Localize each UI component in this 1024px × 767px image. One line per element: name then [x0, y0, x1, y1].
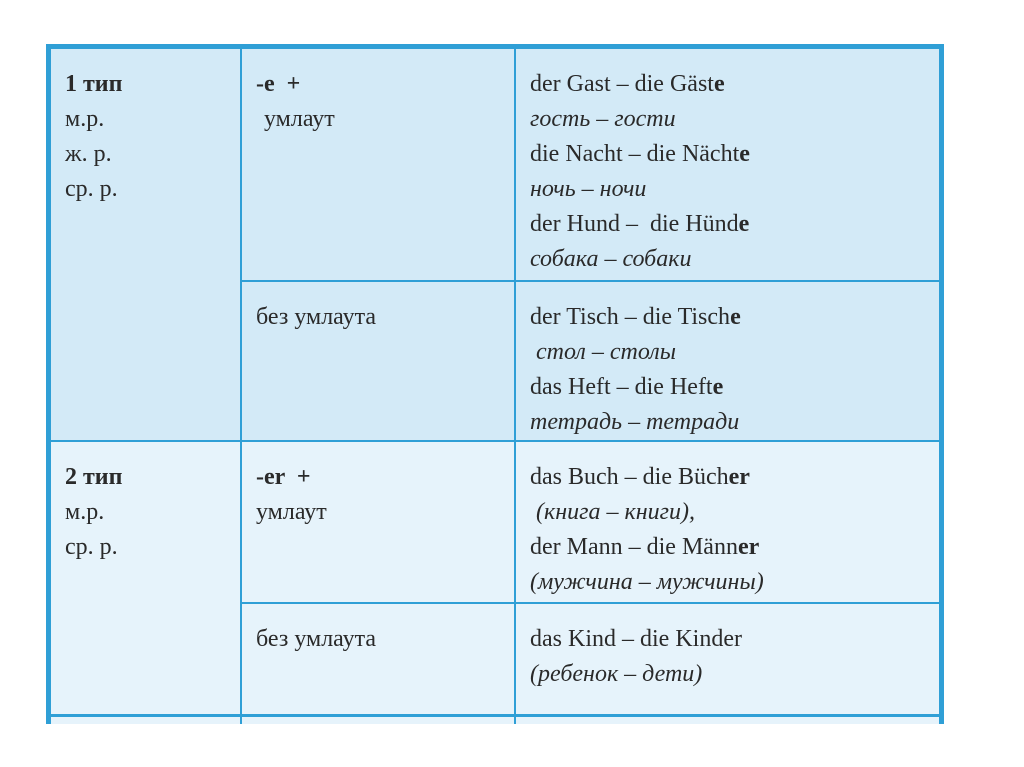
- type-title: 2 тип: [65, 464, 123, 490]
- type-cell: [50, 48, 241, 441]
- table-row: [50, 441, 940, 603]
- plural-ending: e: [712, 374, 724, 400]
- plural-ending: e: [713, 71, 725, 97]
- suffix-cell: [241, 603, 515, 715]
- table-row: [50, 715, 940, 724]
- plural-ending: e: [738, 211, 750, 237]
- russian-translation: (мужчина – мужчины): [530, 569, 764, 595]
- plural-ending: e: [739, 141, 750, 167]
- suffix-cell: [241, 48, 515, 281]
- type-cell: [50, 441, 241, 715]
- examples-cell: [515, 441, 940, 603]
- gender-label: ср. р.: [65, 176, 118, 202]
- gender-label: ж. р.: [65, 141, 112, 167]
- german-example: [530, 137, 925, 172]
- suffix-cell: [241, 441, 515, 603]
- german-stem: das Heft – die Heft: [530, 374, 713, 400]
- suffix-cell: [241, 715, 515, 724]
- german-stem: der Hund – die Hünd: [530, 211, 739, 237]
- german-stem: das Kind – die Kinder: [530, 626, 742, 652]
- german-stem: der Gast – die Gäst: [530, 71, 714, 97]
- suffix-label: -e +: [256, 71, 301, 97]
- gender-label: ср. р.: [65, 534, 118, 560]
- suffix-note: без умлаута: [256, 626, 377, 652]
- russian-translation: собака – собаки: [530, 246, 692, 272]
- suffix-note: умлаут: [264, 106, 335, 132]
- examples-cell: [515, 603, 940, 715]
- suffix-note: без умлаута: [256, 304, 377, 330]
- examples-cell: [515, 715, 940, 724]
- gender-label: м.р.: [65, 499, 105, 525]
- russian-translation: (ребенок – дети): [530, 661, 703, 687]
- german-example: [530, 370, 925, 405]
- german-example: [530, 207, 925, 242]
- german-example: [530, 460, 925, 495]
- plural-ending: er: [728, 464, 750, 490]
- german-example: [530, 530, 925, 565]
- type-title: 1 тип: [65, 71, 123, 97]
- plural-types-table: [46, 44, 944, 724]
- russian-translation: ночь – ночи: [530, 176, 647, 202]
- plural-ending: e: [730, 304, 741, 330]
- gender-label: м.р.: [65, 106, 105, 132]
- german-stem: der Mann – die Männ: [530, 534, 738, 560]
- plural-ending: er: [737, 534, 760, 560]
- examples-cell: [515, 281, 940, 441]
- german-stem: das Buch – die Büch: [530, 464, 729, 490]
- suffix-cell: [241, 281, 515, 441]
- german-example: [530, 622, 925, 657]
- russian-translation: (книга – книги),: [530, 499, 695, 525]
- russian-translation: гость – гости: [530, 106, 676, 132]
- german-example: [530, 67, 925, 102]
- type-cell: [50, 715, 241, 724]
- german-stem: der Tisch – die Tisch: [530, 304, 731, 330]
- german-stem: die Nacht – die Nächt: [530, 141, 740, 167]
- suffix-label: -er +: [256, 464, 311, 490]
- examples-cell: [515, 48, 940, 281]
- german-example: [530, 300, 925, 335]
- suffix-note: умлаут: [256, 499, 327, 525]
- russian-translation: тетрадь – тетради: [530, 409, 740, 435]
- russian-translation: стол – столы: [530, 339, 676, 365]
- table-row: [50, 48, 940, 281]
